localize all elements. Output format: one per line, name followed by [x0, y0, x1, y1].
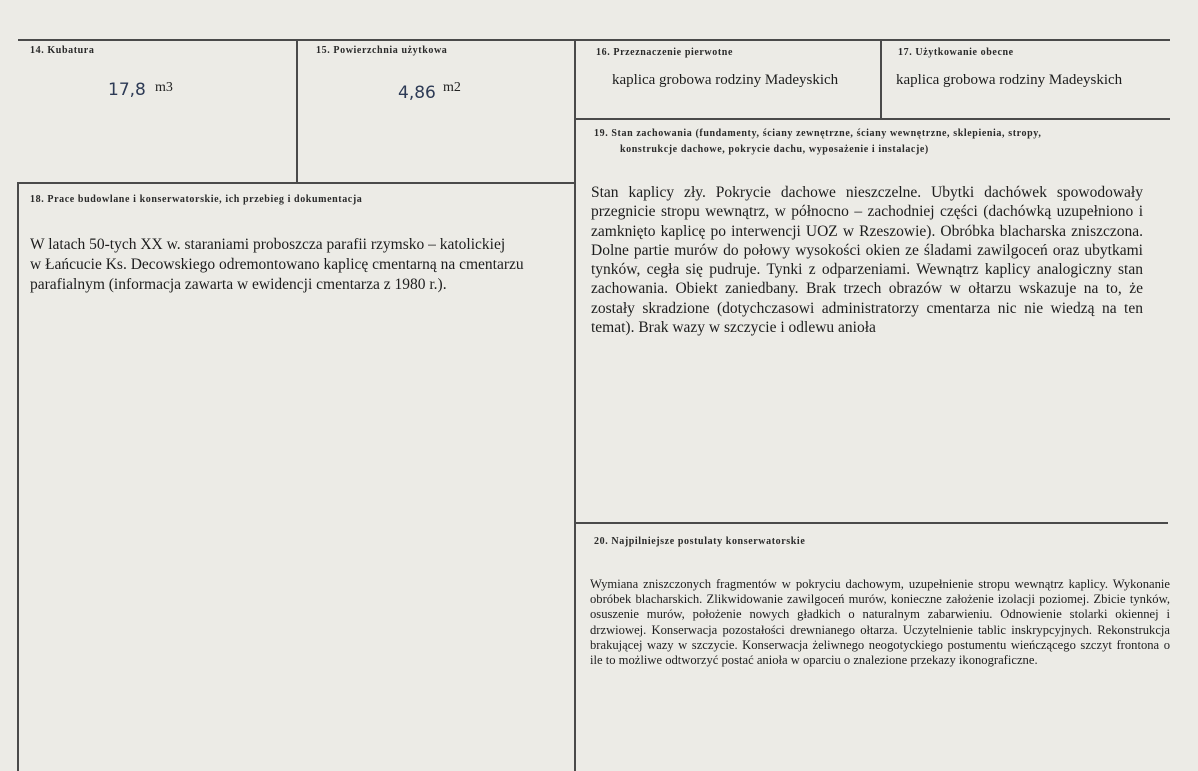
field-17-label: 17. Użytkowanie obecne — [898, 47, 1014, 58]
field-14-label: 14. Kubatura — [30, 45, 95, 56]
field-19-text: Stan kaplicy zły. Pokrycie dachowe nieszczelne. Ubytki dachówek spowodowały przegnicie stropu wewnątrz, w północno – zachodniej części (dachówką uzupełniono i zamknięto kaplicę po interwencji UOZ w Rzeszowie). Obróbka blacharska zniszczona. Dolne partie murów do połowy wysokości okien ze śladami zawilgoceń oraz ubytkami tynków, cegła się pudruje. Tynki z odparzeniami. Wewnątrz kaplicy analogiczny stan zachowania. Obiekt zaniedbany. Brak trzech obrazów w ołtarzu wskazuje na to, że zostały skradzione (dotychczasowi administratorzy cmentarza nic nie wiedzą na ten temat). Brak wazy w szczycie i odlewu anioła — [591, 184, 1143, 337]
field-18-text — [30, 235, 590, 295]
field-17-value: kaplica grobowa rodziny Madeyskich — [896, 72, 1123, 88]
field-20-label: 20. Najpilniejsze postulaty konserwatorskie — [594, 536, 806, 547]
left-border — [17, 182, 19, 771]
field-18-line-2: w Łańcucie Ks. Decowskiego odremontowano kaplicę cmentarną na cmentarzu — [30, 256, 524, 273]
field-18-line-3: parafialnym (informacja zawarta w ewidencji cmentarza z 1980 r.). — [30, 276, 447, 293]
field-19-label-line-1: 19. Stan zachowania (fundamenty, ściany zewnętrzne, ściany wewnętrzne, sklepienia, stropy, — [594, 128, 1042, 139]
rule-above-20 — [574, 522, 1168, 524]
field-20-text: Wymiana zniszczonych fragmentów w pokryciu dachowym, uzupełnienie stropu wewnątrz kaplicy. Wykonanie obróbek blacharskich. Zlikwidowanie zawilgoceń murów, konieczne założenie izolacji poziomej. Zbicie tynków, osuszenie murów, położenie nowych gładkich o naturalnym zabarwieniu. Odnowienie stolarki okiennej i drzwiowej. Konserwacja pozostałości drewnianego ołtarza. Uczytelnienie tablic inskrypcyjnych. Rekonstrukcja brakującej wazy w szczycie. Konserwacja żeliwnego neogotyckiego postumentu wieńczącego szczyt frontona o ile to możliwe odtworzyć postać anioła w oparciu o znalezione przekazy ikonograficzne. — [590, 577, 1170, 668]
field-15-unit: m2 — [443, 80, 461, 95]
field-18-line-1: W latach 50-tych XX w. staraniami proboszcza parafii rzymsko – katolickiej — [30, 236, 506, 253]
field-15-label: 15. Powierzchnia użytkowa — [316, 45, 448, 56]
divider-left-right — [574, 39, 576, 771]
field-15-value: 4,86 — [398, 83, 436, 103]
field-19-label-line-2: konstrukcje dachowe, pokrycie dachu, wyposażenie i instalacje) — [620, 144, 929, 155]
field-14-unit: m3 — [155, 80, 173, 95]
divider-16-17 — [880, 39, 882, 119]
top-rule — [18, 39, 1170, 41]
field-14-value: 17,8 — [108, 80, 146, 100]
field-16-value: kaplica grobowa rodziny Madeyskich — [612, 72, 839, 88]
rule-under-16-17 — [574, 118, 1170, 120]
field-16-label: 16. Przeznaczenie pierwotne — [596, 47, 733, 58]
rule-under-14-15 — [18, 182, 576, 184]
divider-14-15 — [296, 39, 298, 183]
field-18-label: 18. Prace budowlane i konserwatorskie, ich przebieg i dokumentacja — [30, 194, 363, 205]
